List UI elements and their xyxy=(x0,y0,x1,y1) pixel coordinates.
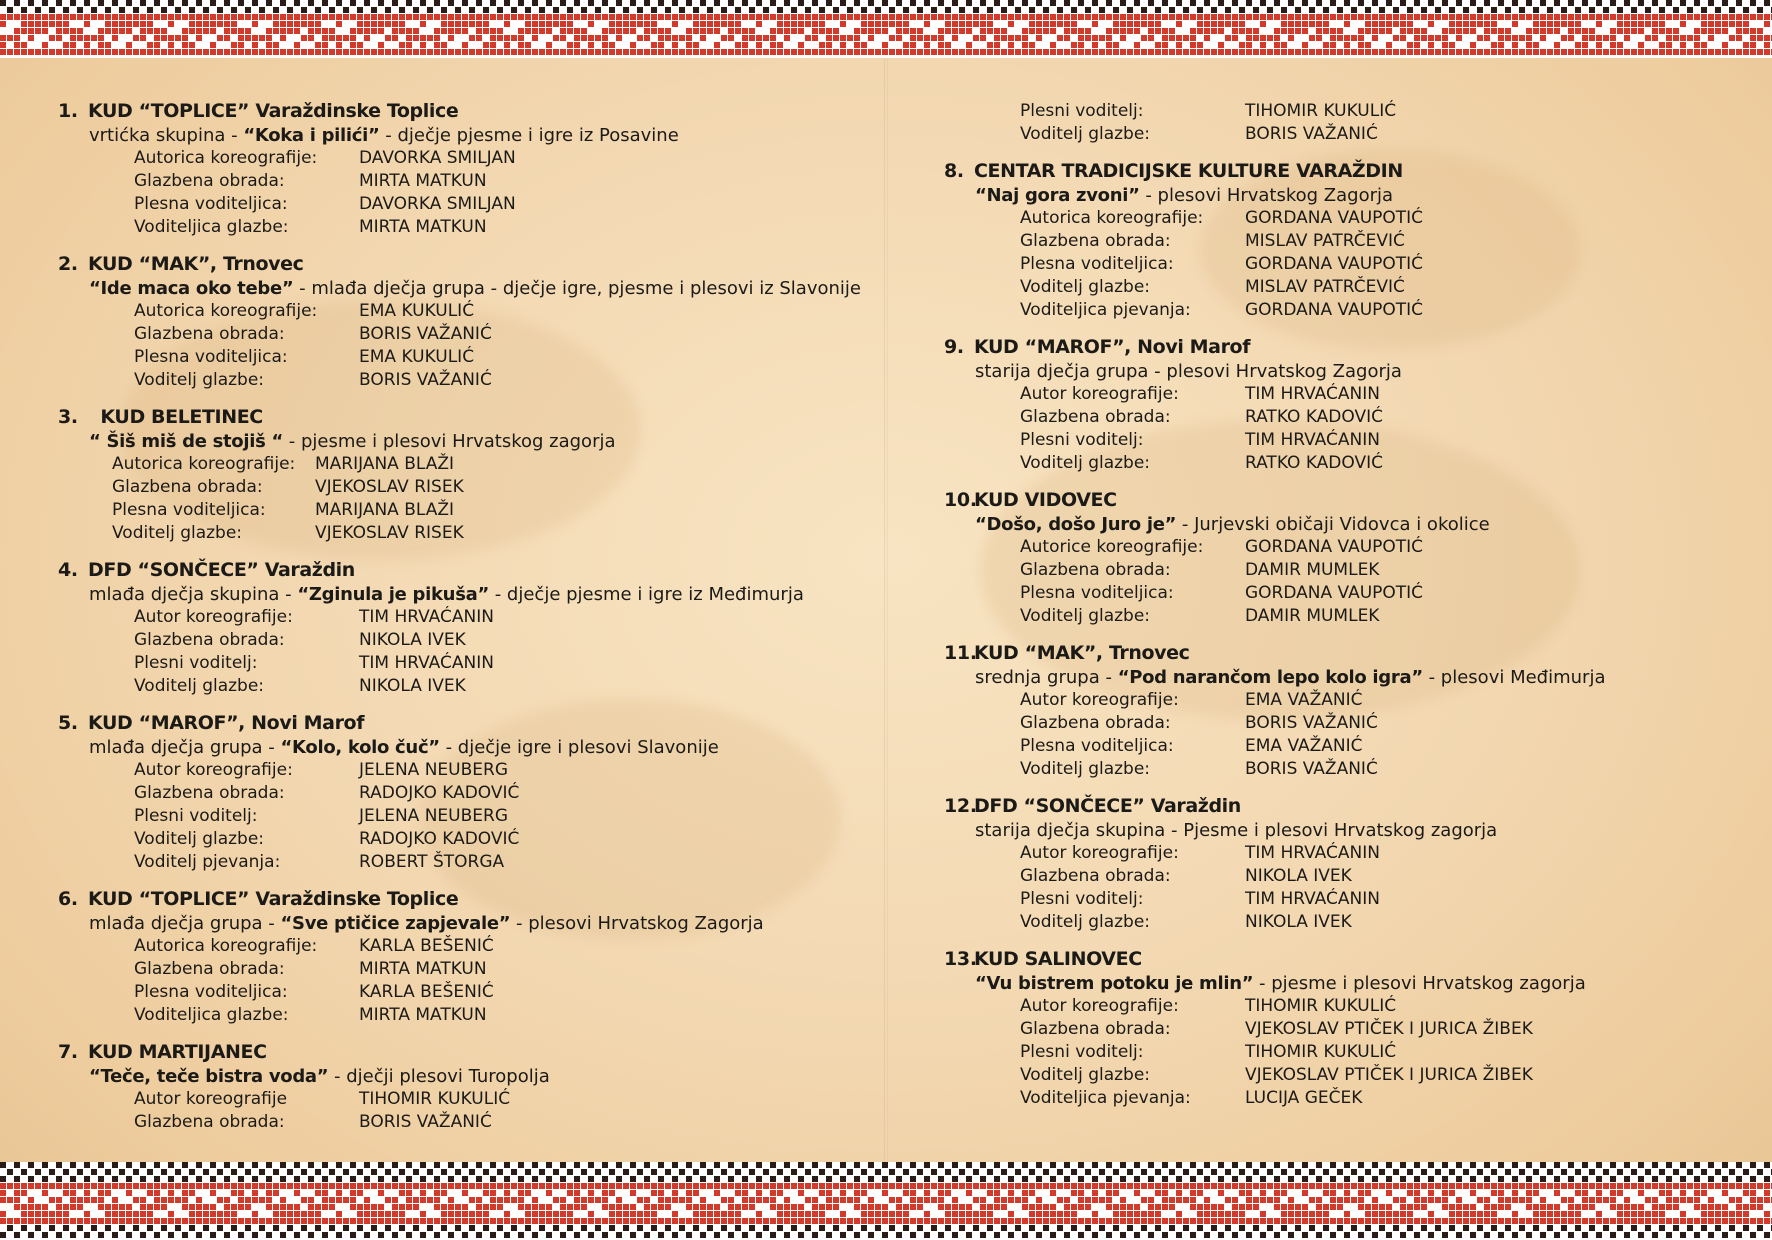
credit-person: BORIS VAŽANIĆ xyxy=(1245,759,1378,779)
performance-title: “Pod narančom lepo kolo igra” xyxy=(1117,667,1423,688)
entry-heading xyxy=(58,559,858,583)
credit-role: Glazbena obrada: xyxy=(1020,407,1171,427)
credit-row xyxy=(58,782,858,805)
credit-person: MISLAV PATRČEVIĆ xyxy=(1245,231,1405,251)
credit-role: Glazbena obrada: xyxy=(134,171,285,191)
credit-row xyxy=(944,911,1744,934)
credit-person: JELENA NEUBERG xyxy=(359,760,509,780)
entry-heading xyxy=(944,795,1744,819)
credit-person: JELENA NEUBERG xyxy=(359,806,509,826)
entry-number: 13. xyxy=(944,948,977,970)
entry-number: 1. xyxy=(58,100,78,122)
entry-number: 10. xyxy=(944,489,977,511)
ensemble-name: DFD “SONČECE” Varaždin xyxy=(974,795,1241,817)
credit-role: Glazbena obrada: xyxy=(134,959,285,979)
credit-row xyxy=(58,346,858,369)
program-entry xyxy=(58,253,861,392)
credit-person: MIRTA MATKUN xyxy=(359,959,487,979)
credit-row xyxy=(58,981,858,1004)
credit-role: Glazbena obrada: xyxy=(1020,713,1171,733)
credit-role: Autorica koreografije: xyxy=(134,148,318,168)
desc-pre: mlađa dječja skupina - xyxy=(89,584,298,605)
credit-person: NIKOLA IVEK xyxy=(1245,912,1352,932)
credit-person: VJEKOSLAV RISEK xyxy=(315,477,464,497)
credit-person: DAVORKA SMILJAN xyxy=(359,194,516,214)
credit-role: Voditeljica pjevanja: xyxy=(1020,1088,1191,1108)
performance-title: “ Šiš miš de stojiš “ xyxy=(89,431,284,452)
desc-post: - dječje pjesme i igre iz Posavine xyxy=(379,125,679,146)
entry-heading xyxy=(944,160,1744,184)
credit-person: EMA KUKULIĆ xyxy=(359,347,475,367)
credit-person: LUCIJA GEČEK xyxy=(1245,1088,1363,1108)
desc-post: - dječje pjesme i igre iz Međimurja xyxy=(488,584,804,605)
credit-row xyxy=(58,147,858,170)
credit-role: Autorica koreografije: xyxy=(112,454,296,474)
credit-role: Voditelj glazbe: xyxy=(1020,759,1151,779)
credit-role: Voditelj glazbe: xyxy=(1020,277,1151,297)
credits-list xyxy=(58,300,858,392)
credit-row xyxy=(58,453,858,476)
credit-row xyxy=(944,1064,1744,1087)
credit-person: KARLA BEŠENIĆ xyxy=(359,982,494,1002)
credit-person: TIHOMIR KUKULIĆ xyxy=(359,1089,511,1109)
desc-pre: starija dječja grupa - plesovi Hrvatskog Zagorja xyxy=(975,361,1402,382)
desc-post: - mlađa dječja grupa - dječje igre, pjesme i plesovi iz Slavonije xyxy=(293,278,861,299)
credit-role: Voditelj glazbe: xyxy=(1020,453,1151,473)
performance-title: “Došo, došo Juro je” xyxy=(975,514,1177,535)
credit-person: DAMIR MUMLEK xyxy=(1245,560,1380,580)
credit-role: Autor koreografije: xyxy=(1020,384,1179,404)
credit-role: Plesni voditelj: xyxy=(134,806,258,826)
program-entry xyxy=(944,489,1744,628)
credits-list xyxy=(58,606,858,698)
ensemble-name: KUD “TOPLICE” Varaždinske Toplice xyxy=(88,888,459,910)
credit-person: TIHOMIR KUKULIĆ xyxy=(1245,101,1397,121)
entry-description xyxy=(58,1065,858,1088)
credit-person: DAMIR MUMLEK xyxy=(1245,606,1380,626)
credit-role: Autor koreografije: xyxy=(1020,996,1179,1016)
credit-row xyxy=(944,689,1744,712)
credit-role: Glazbena obrada: xyxy=(134,783,285,803)
credit-role: Plesna voditeljica: xyxy=(134,194,288,214)
credit-role: Voditeljica glazbe: xyxy=(134,1005,289,1025)
credit-role: Glazbena obrada: xyxy=(1020,231,1171,251)
entry-number: 8. xyxy=(944,160,964,182)
credit-person: BORIS VAŽANIĆ xyxy=(1245,124,1378,144)
credit-row xyxy=(58,675,858,698)
ensemble-name: KUD “MAROF”, Novi Marof xyxy=(88,712,365,734)
credit-row xyxy=(944,865,1744,888)
credit-row xyxy=(58,935,858,958)
desc-post: - dječje igre i plesovi Slavonije xyxy=(439,737,719,758)
credit-row xyxy=(58,1111,858,1134)
desc-pre: vrtićka skupina - xyxy=(89,125,244,146)
ensemble-name: KUD “MAROF”, Novi Marof xyxy=(974,336,1251,358)
program-entry xyxy=(58,406,858,545)
credits-list xyxy=(58,453,858,545)
credit-person: EMA VAŽANIĆ xyxy=(1245,736,1363,756)
credit-role: Autor koreografije xyxy=(134,1089,288,1109)
credit-row xyxy=(944,536,1744,559)
credit-row xyxy=(58,476,858,499)
entry-description xyxy=(58,430,858,453)
credit-person: MARIJANA BLAŽI xyxy=(315,454,455,474)
program-entry xyxy=(58,100,858,239)
entry-number: 5. xyxy=(58,712,78,734)
credit-role: Glazbena obrada: xyxy=(134,324,285,344)
credit-role: Plesna voditeljica: xyxy=(1020,254,1174,274)
credit-role: Autor koreografije: xyxy=(134,607,293,627)
entry-heading xyxy=(58,100,858,124)
credit-role: Voditeljica glazbe: xyxy=(134,217,289,237)
entry-description xyxy=(944,184,1744,207)
credit-row xyxy=(58,759,858,782)
credit-role: Autorica koreografije: xyxy=(134,936,318,956)
credit-person: BORIS VAŽANIĆ xyxy=(359,324,492,344)
credit-person: NIKOLA IVEK xyxy=(359,676,466,696)
ensemble-name: KUD MARTIJANEC xyxy=(88,1041,267,1063)
credit-role: Glazbena obrada: xyxy=(134,1112,285,1132)
program-entry xyxy=(944,642,1744,781)
credit-person: TIHOMIR KUKULIĆ xyxy=(1245,996,1397,1016)
credit-person: VJEKOSLAV PTIČEK I JURICA ŽIBEK xyxy=(1245,1019,1533,1039)
desc-post: - plesovi Međimurja xyxy=(1422,667,1606,688)
entry-heading xyxy=(944,642,1744,666)
credit-row xyxy=(944,100,1744,123)
credit-person: MISLAV PATRČEVIĆ xyxy=(1245,277,1405,297)
ensemble-name: CENTAR TRADICIJSKE KULTURE VARAŽDIN xyxy=(974,160,1403,182)
desc-pre: mlađa dječja grupa - xyxy=(89,913,281,934)
credit-person: RATKO KADOVIĆ xyxy=(1245,407,1383,427)
ensemble-name: KUD “TOPLICE” Varaždinske Toplice xyxy=(88,100,459,122)
credit-person: KARLA BEŠENIĆ xyxy=(359,936,494,956)
entry-description xyxy=(944,819,1744,842)
credits-list xyxy=(58,759,858,874)
credit-role: Autor koreografije: xyxy=(1020,843,1179,863)
credit-person: GORDANA VAUPOTIĆ xyxy=(1245,254,1424,274)
ensemble-name: KUD “MAK”, Trnovec xyxy=(88,253,304,275)
credit-role: Voditelj glazbe: xyxy=(1020,912,1151,932)
entry-heading xyxy=(58,888,858,912)
credits-list xyxy=(58,147,858,239)
credit-row xyxy=(944,299,1744,322)
left-page xyxy=(58,100,861,1148)
credit-row xyxy=(944,758,1744,781)
credit-person: MIRTA MATKUN xyxy=(359,171,487,191)
credit-person: VJEKOSLAV PTIČEK I JURICA ŽIBEK xyxy=(1245,1065,1533,1085)
program-entry xyxy=(944,160,1744,322)
credit-row xyxy=(944,1018,1744,1041)
credit-row xyxy=(944,1041,1744,1064)
credit-person: TIM HRVAĆANIN xyxy=(359,653,494,673)
credit-row xyxy=(944,605,1744,628)
credit-role: Plesna voditeljica: xyxy=(1020,736,1174,756)
credits-list xyxy=(58,935,858,1027)
ensemble-name: KUD “MAK”, Trnovec xyxy=(974,642,1190,664)
credit-row xyxy=(58,170,858,193)
credit-row xyxy=(58,652,858,675)
credit-row xyxy=(58,369,858,392)
credits-list xyxy=(944,842,1744,934)
credit-person: BORIS VAŽANIĆ xyxy=(359,370,492,390)
credit-person: VJEKOSLAV RISEK xyxy=(315,523,464,543)
credit-person: TIHOMIR KUKULIĆ xyxy=(1245,1042,1397,1062)
credit-role: Glazbena obrada: xyxy=(1020,560,1171,580)
credit-row xyxy=(944,383,1744,406)
credits-list xyxy=(944,383,1744,475)
credit-role: Plesna voditeljica: xyxy=(134,347,288,367)
credit-row xyxy=(944,207,1744,230)
entry-heading xyxy=(58,253,858,277)
program-entry xyxy=(944,795,1744,934)
credit-person: GORDANA VAUPOTIĆ xyxy=(1245,583,1424,603)
folk-pattern-border-bottom xyxy=(0,1162,1772,1240)
program-entry xyxy=(58,888,858,1027)
credits-list xyxy=(58,1088,858,1134)
credit-person: EMA VAŽANIĆ xyxy=(1245,690,1363,710)
credit-role: Voditelj glazbe: xyxy=(1020,1065,1151,1085)
entry-number: 7. xyxy=(58,1041,78,1063)
credit-person: NIKOLA IVEK xyxy=(1245,866,1352,886)
credit-person: MARIJANA BLAŽI xyxy=(315,500,455,520)
credit-person: TIM HRVAĆANIN xyxy=(1245,889,1380,909)
program-entry xyxy=(58,1041,858,1134)
credits-list xyxy=(944,207,1744,322)
credit-person: ROBERT ŠTORGA xyxy=(359,852,505,872)
performance-title: “Naj gora zvoni” xyxy=(975,185,1140,206)
entry-number: 4. xyxy=(58,559,78,581)
credit-row xyxy=(58,1004,858,1027)
credit-row xyxy=(944,995,1744,1018)
performance-title: “Ide maca oko tebe” xyxy=(89,278,294,299)
credit-role: Voditeljica pjevanja: xyxy=(1020,300,1191,320)
credit-row xyxy=(944,123,1744,146)
entry-number: 2. xyxy=(58,253,78,275)
credit-person: RADOJKO KADOVIĆ xyxy=(359,783,520,803)
entry-heading xyxy=(58,712,858,736)
credit-row xyxy=(944,735,1744,758)
entry-number: 6. xyxy=(58,888,78,910)
credit-role: Voditelj glazbe: xyxy=(1020,124,1151,144)
entry-description xyxy=(944,513,1744,536)
performance-title: “Vu bistrem potoku je mlin” xyxy=(975,973,1254,994)
credit-row xyxy=(58,499,858,522)
credit-role: Glazbena obrada: xyxy=(1020,1019,1171,1039)
credit-row xyxy=(944,429,1744,452)
credit-row xyxy=(944,712,1744,735)
credits-list xyxy=(944,536,1744,628)
credit-person: TIM HRVAĆANIN xyxy=(359,607,494,627)
desc-pre: srednja grupa - xyxy=(975,667,1118,688)
credit-row xyxy=(58,805,858,828)
credit-role: Plesna voditeljica: xyxy=(1020,583,1174,603)
entry-description xyxy=(58,583,858,606)
credit-person: GORDANA VAUPOTIĆ xyxy=(1245,537,1424,557)
entry-description xyxy=(944,360,1744,383)
credit-role: Voditelj pjevanja: xyxy=(134,852,281,872)
desc-pre: mlađa dječja grupa - xyxy=(89,737,281,758)
performance-title: “Kolo, kolo čuč” xyxy=(280,737,440,758)
program-entry xyxy=(58,559,858,698)
credit-person: MIRTA MATKUN xyxy=(359,1005,487,1025)
entry-description xyxy=(58,912,858,935)
credit-row xyxy=(58,629,858,652)
credit-person: TIM HRVAĆANIN xyxy=(1245,384,1380,404)
credit-person: TIM HRVAĆANIN xyxy=(1245,430,1380,450)
credit-role: Glazbena obrada: xyxy=(134,630,285,650)
performance-title: “Zginula je pikuša” xyxy=(297,584,489,605)
credit-role: Autor koreografije: xyxy=(1020,690,1179,710)
entry-description xyxy=(58,124,858,147)
credit-role: Autorica koreografije: xyxy=(1020,208,1204,228)
credit-row xyxy=(58,522,858,545)
entry-number: 11. xyxy=(944,642,977,664)
credit-role: Plesni voditelj: xyxy=(1020,430,1144,450)
credit-row xyxy=(944,559,1744,582)
entry-number: 9. xyxy=(944,336,964,358)
entry-number: 12. xyxy=(944,795,977,817)
credits-list xyxy=(944,689,1744,781)
ensemble-name: KUD BELETINEC xyxy=(88,406,263,428)
performance-title: “Sve ptičice zapjevale” xyxy=(280,913,511,934)
desc-post: - dječji plesovi Turopolja xyxy=(328,1066,550,1087)
credit-row xyxy=(58,606,858,629)
entry-number: 3. xyxy=(58,406,78,428)
credit-role: Voditelj glazbe: xyxy=(134,829,265,849)
page-fold xyxy=(884,58,888,1162)
credit-row xyxy=(58,1088,858,1111)
credit-row xyxy=(58,958,858,981)
credit-row xyxy=(58,828,858,851)
program-entry xyxy=(944,948,1744,1110)
credit-row xyxy=(58,216,858,239)
desc-post: - Jurjevski običaji Vidovca i okolice xyxy=(1176,514,1490,535)
entry-7-continuation xyxy=(944,100,1744,146)
entry-description xyxy=(58,736,858,759)
folk-pattern-border-top xyxy=(0,0,1772,58)
credit-role: Plesna voditeljica: xyxy=(134,982,288,1002)
credit-role: Plesni voditelj: xyxy=(1020,1042,1144,1062)
credit-person: RATKO KADOVIĆ xyxy=(1245,453,1383,473)
credit-row xyxy=(944,276,1744,299)
desc-post: - pjesme i plesovi Hrvatskog zagorja xyxy=(1253,973,1586,994)
desc-post: - pjesme i plesovi Hrvatskog zagorja xyxy=(283,431,616,452)
credit-person: MIRTA MATKUN xyxy=(359,217,487,237)
credit-row xyxy=(58,323,858,346)
credit-row xyxy=(944,582,1744,605)
credit-person: GORDANA VAUPOTIĆ xyxy=(1245,300,1424,320)
ensemble-name: KUD SALINOVEC xyxy=(974,948,1142,970)
credit-row xyxy=(58,193,858,216)
credit-role: Plesni voditelj: xyxy=(1020,101,1144,121)
entry-description xyxy=(944,666,1744,689)
credit-role: Plesni voditelj: xyxy=(134,653,258,673)
entry-description xyxy=(944,972,1744,995)
performance-title: “Teče, teče bistra voda” xyxy=(89,1066,329,1087)
credit-row xyxy=(944,230,1744,253)
credit-role: Autor koreografije: xyxy=(134,760,293,780)
entry-heading xyxy=(58,1041,858,1065)
credit-role: Autorica koreografije: xyxy=(134,301,318,321)
entry-heading xyxy=(58,406,858,430)
credit-role: Voditelj glazbe: xyxy=(112,523,243,543)
performance-title: “Koka i pilići” xyxy=(243,125,380,146)
credit-role: Glazbena obrada: xyxy=(1020,866,1171,886)
credit-row xyxy=(58,300,858,323)
credit-row xyxy=(58,851,858,874)
credit-role: Autorice koreografije: xyxy=(1020,537,1204,557)
entry-heading xyxy=(944,948,1744,972)
program-entry xyxy=(58,712,858,874)
credit-row xyxy=(944,406,1744,429)
credit-row xyxy=(944,842,1744,865)
credit-person: GORDANA VAUPOTIĆ xyxy=(1245,208,1424,228)
program-entry xyxy=(944,336,1744,475)
credit-row xyxy=(944,1087,1744,1110)
desc-post: - plesovi Hrvatskog Zagorja xyxy=(1139,185,1394,206)
credit-person: TIM HRVAĆANIN xyxy=(1245,843,1380,863)
credit-role: Voditelj glazbe: xyxy=(1020,606,1151,626)
ensemble-name: DFD “SONČECE” Varaždin xyxy=(88,559,355,581)
credit-row xyxy=(944,253,1744,276)
credit-role: Plesni voditelj: xyxy=(1020,889,1144,909)
credit-person: RADOJKO KADOVIĆ xyxy=(359,829,520,849)
credit-person: BORIS VAŽANIĆ xyxy=(1245,713,1378,733)
credit-row xyxy=(944,888,1744,911)
right-page xyxy=(944,100,1744,1124)
credit-person: BORIS VAŽANIĆ xyxy=(359,1112,492,1132)
entry-heading xyxy=(944,336,1744,360)
entry-heading xyxy=(944,489,1744,513)
credits-list xyxy=(944,995,1744,1110)
entry-description xyxy=(58,277,861,300)
credit-role: Voditelj glazbe: xyxy=(134,676,265,696)
desc-post: - plesovi Hrvatskog Zagorja xyxy=(510,913,764,934)
credit-person: DAVORKA SMILJAN xyxy=(359,148,516,168)
credit-row xyxy=(944,452,1744,475)
credit-person: EMA KUKULIĆ xyxy=(359,301,475,321)
credit-role: Plesna voditeljica: xyxy=(112,500,266,520)
credit-role: Voditelj glazbe: xyxy=(134,370,265,390)
desc-pre: starija dječja skupina - Pjesme i plesovi Hrvatskog zagorja xyxy=(975,820,1498,841)
credit-role: Glazbena obrada: xyxy=(112,477,263,497)
credit-person: NIKOLA IVEK xyxy=(359,630,466,650)
ensemble-name: KUD VIDOVEC xyxy=(974,489,1117,511)
